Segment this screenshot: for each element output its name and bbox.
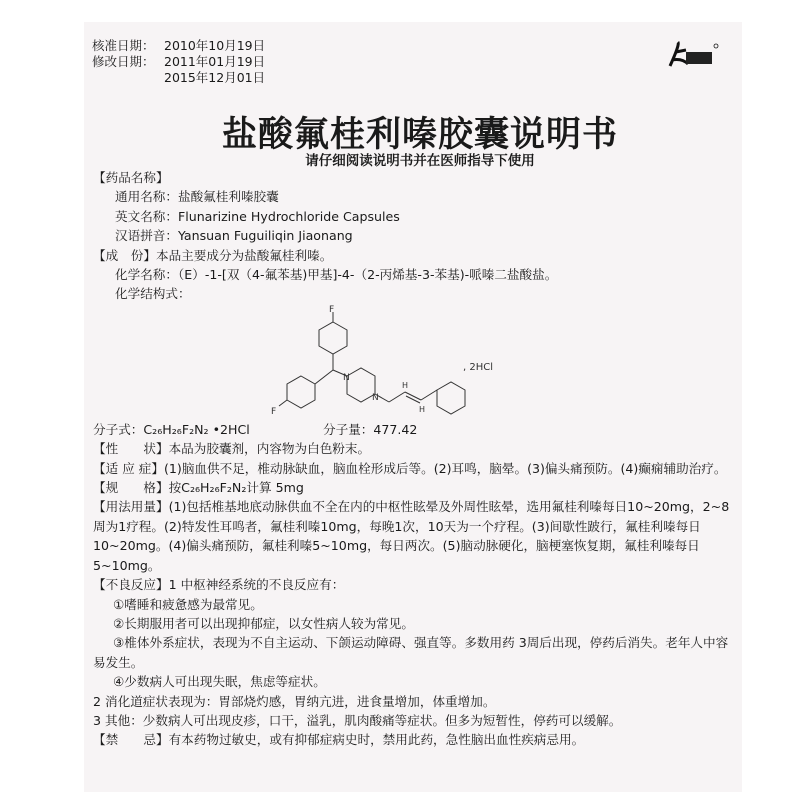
molecular-formula: 分子式：C₂₆H₂₆F₂N₂ •2HCl (93, 421, 250, 437)
structure-label: 化学结构式： (115, 286, 191, 302)
formula-row (93, 420, 733, 439)
fluorine-bottom: F (271, 406, 277, 417)
chemical-structure (93, 304, 733, 420)
chemical-name: 化学名称：（E）-1-[双（4-氟苯基)甲基]-4-（2-丙烯基-3-苯基)-哌嗪二盐酸盐。 (115, 267, 558, 283)
document-title: 盐酸氟桂利嗪胶囊说明书 (221, 115, 618, 155)
revision-label: 修改日期： (92, 54, 155, 69)
dates-block (92, 38, 265, 86)
specification: 【规 格】按C₂₆H₂₆F₂N₂计算 5mg (93, 480, 304, 496)
appearance: 【性 状】本品为胶囊剂，内容物为白色粉末。 (93, 441, 371, 457)
leaflet-body (93, 168, 733, 750)
contraindications: 【禁 忌】有本药物过敏史，或有抑郁症病史时，禁用此药，急性脑出血性疾病忌用。 (93, 732, 585, 748)
adverse-item: ②长期服用者可以出现抑郁症，以女性病人较为常见。 (113, 615, 414, 631)
adverse-item: ④少数病人可出现失眠，焦虑等症状。 (113, 674, 326, 690)
adverse-digestive: 2 消化道症状表现为：胃部烧灼感，胃纳亢进，进食量增加，体重增加。 (93, 693, 496, 709)
dosage: 【用法用量】(1)包括椎基地底动脉供血不全在内的中枢性眩晕及外周性眩晕，选用氟桂利嗪每日10~20mg，2~8周为1疗程。(2)特发性耳鸣者，氟桂利嗪10mg，每晚1次，10天为一个疗程。(3)间歇性跛行，氟桂利嗪每日10~20mg。(4)偏头痛预防，氟桂利嗪5~10mg，每日两次。(5)脑动脉硬化，脑梗塞恢复期，氟桂利嗪每日5~10mg。 (93, 499, 730, 573)
adverse-other: 3 其他：少数病人可出现皮疹，口干，溢乳，肌肉酸痛等症状。但多为短暂性，停药可以缓解。 (93, 712, 622, 728)
nitrogen-1: N (343, 372, 350, 383)
hcl-salt: , 2HCl (463, 361, 493, 373)
indications: 【适 应 症】(1)脑血供不足，椎动脉缺血，脑血栓形成后等。(2)耳鸣，脑晕。(3)偏头痛预防。(4)癫痫辅助治疗。 (93, 460, 727, 476)
hydrogen-1: H (402, 380, 409, 390)
revision-date-2: 2015年12月01日 (164, 70, 266, 85)
pinyin-name: 汉语拼音：Yansuan Fuguiliqin Jiaonang (115, 228, 353, 244)
nitrogen-2: N (372, 392, 379, 403)
adverse-item: ③椎体外系症状，表现为不自主运动、下颌运动障碍、强直等。多数用药 3周后出现，停药后消失。老年人中容易发生。 (93, 635, 729, 670)
drug-name-header: 【药品名称】 (93, 170, 169, 185)
hydrogen-2: H (419, 404, 426, 414)
adverse-header: 【不良反应】1 中枢神经系统的不良反应有： (93, 577, 345, 593)
revision-date-1: 2011年01月19日 (164, 54, 266, 69)
generic-name: 通用名称：盐酸氟桂利嗪胶囊 (115, 189, 279, 205)
approval-date: 2010年10月19日 (164, 38, 266, 53)
english-name: 英文名称：Flunarizine Hydrochloride Capsules (115, 208, 400, 224)
fluorine-top: F (329, 304, 335, 315)
approval-label: 核准日期： (92, 38, 155, 53)
ingredients: 【成 份】本品主要成分为盐酸氟桂利嗪。 (93, 247, 333, 263)
document-subtitle: 请仔细阅读说明书并在医师指导下使用 (305, 153, 535, 169)
adverse-item: ①嗜睡和疲惫感为最常见。 (113, 596, 263, 612)
molecular-weight: 分子量：477.42 (323, 421, 418, 437)
brand-logo (666, 40, 722, 70)
